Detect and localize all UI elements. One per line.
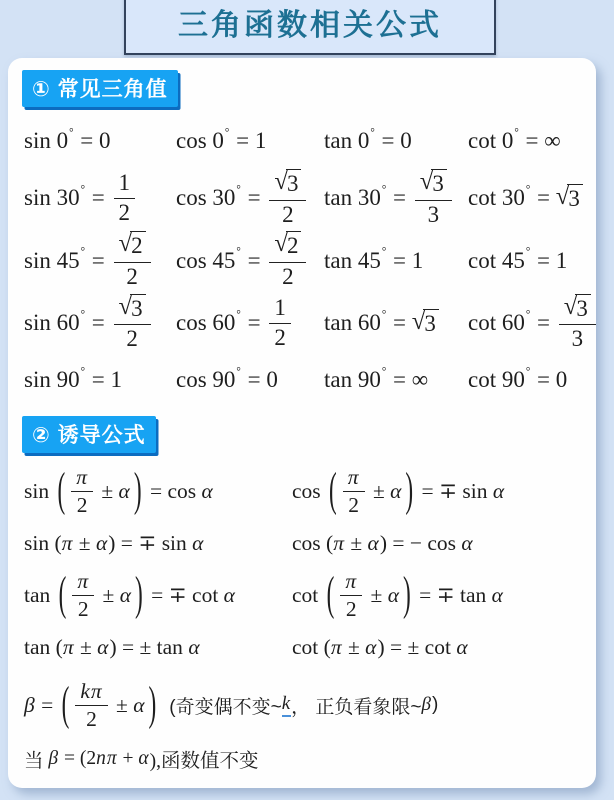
formula-cell: cot ( $\frac{\pi}{2}$ ± α ) = ∓ tan α xyxy=(292,567,503,622)
formula-cell: sin 90 ° = 1 xyxy=(24,365,122,393)
formula-cell: cos 60 ° = $\frac{1}{2}$ xyxy=(176,295,324,351)
formula-cell: cos ( $\frac{\pi}{2}$ ± α ) = ∓ sin α xyxy=(292,463,505,518)
formula-cell: sin 30 ° = $\frac{1}{2}$ xyxy=(24,170,176,226)
formula-cell: tan ( π ± α ) = ± tan α xyxy=(24,634,200,659)
formula-cell: cos 90 ° = 0 xyxy=(176,365,278,393)
formula-cell: sin ( $\frac{\pi}{2}$ ± α ) = cos α xyxy=(24,463,213,518)
table-row xyxy=(24,356,596,404)
formula-row xyxy=(24,625,596,669)
section2-badge: ② 诱导公式 xyxy=(22,416,156,453)
table-row xyxy=(24,294,596,352)
beta-formula: β = ( k π 2 ± α ) xyxy=(24,677,157,732)
formula-cell: tan 60 ° = √ 3 xyxy=(324,309,468,338)
formula-row xyxy=(24,569,596,621)
formula-cell: cot ( π ± α ) = ± cot α xyxy=(292,634,468,659)
table-row xyxy=(24,117,596,165)
section1-badge: ① 常见三角值 xyxy=(22,70,178,107)
formula-row xyxy=(24,465,596,517)
formula-cell: cot 45 ° = 1 xyxy=(468,246,568,273)
table-row xyxy=(24,169,596,227)
formula-cell: cot 60 ° = √ 3 3 xyxy=(468,294,599,352)
formula-cell: sin 45 ° = √ 2 2 xyxy=(24,231,176,289)
formula-cell: cos 45 ° = √ 2 2 xyxy=(176,231,324,289)
title-box xyxy=(124,0,496,55)
beta-2npi-note: 当 β = (2 n π + α ),函数值不变 xyxy=(24,748,259,773)
formula-row xyxy=(24,521,596,565)
trig-values-table xyxy=(24,117,596,404)
beta-note: (奇变偶不变~ k ， 正负看象限~ β ) xyxy=(169,693,439,718)
induction-formula-list xyxy=(24,465,596,669)
formula-card xyxy=(8,58,596,788)
formula-cell: tan 90 ° = ∞ xyxy=(324,365,429,393)
page-title: 三角函数相关公式 xyxy=(178,9,442,42)
formula-cell: tan 45 ° = 1 xyxy=(324,246,424,273)
formula-cell: tan 0 ° = 0 xyxy=(324,126,412,153)
formula-cell: cos 0 ° = 1 xyxy=(176,126,267,153)
formula-cell: cot 0 ° = ∞ xyxy=(468,126,561,153)
formula-cell: cos 30 ° = √ 3 2 xyxy=(176,169,324,227)
formula-cell: sin 0 ° = 0 xyxy=(24,126,111,153)
formula-cell: tan 30 ° = √ 3 3 xyxy=(324,169,468,227)
table-row xyxy=(24,231,596,289)
formula-cell: sin 60 ° = √ 3 2 xyxy=(24,294,176,352)
beta-definition-row xyxy=(24,673,596,737)
formula-cell: cot 30 ° = √ 3 xyxy=(468,184,596,213)
formula-cell: cos ( π ± α ) = − cos α xyxy=(292,530,473,555)
formula-cell: cot 90 ° = 0 xyxy=(468,365,568,393)
formula-cell: sin ( π ± α ) = ∓ sin α xyxy=(24,530,204,555)
formula-cell: tan ( $\frac{\pi}{2}$ ± α ) = ∓ cot α xyxy=(24,567,235,622)
